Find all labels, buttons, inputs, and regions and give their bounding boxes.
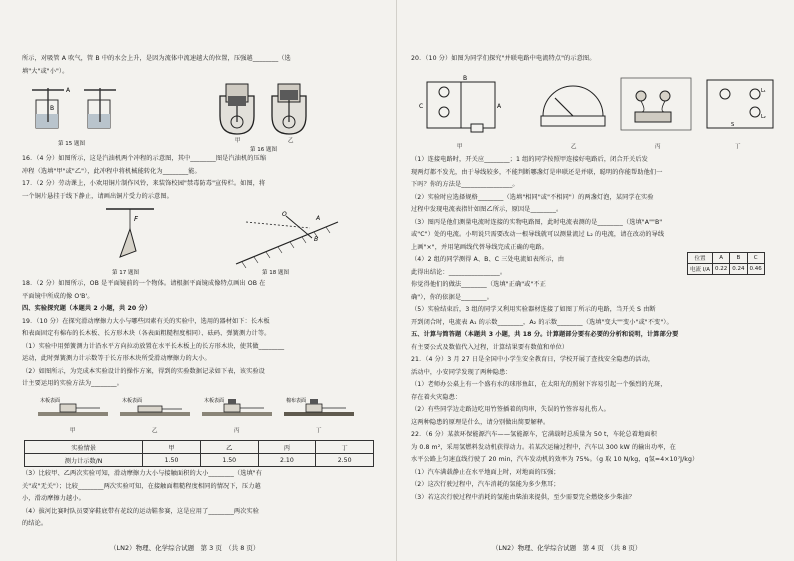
circuit-bing (621, 78, 691, 130)
circuit-label-bing: 丙 (655, 144, 661, 150)
figure-20-circuits (419, 72, 779, 140)
label-l1: L₁ (761, 88, 766, 94)
label-a: A (66, 87, 71, 94)
question-16-17-text: 16．（4 分）如图所示，这是汽油机两个冲程的示意图，其中________图是汽油机的压缩 冲程（选填"甲"或"乙"），此冲程中将机械能转化为________能。 17．（2 分）劳动课上，小欢用铜片制作风铃，来装饰校园"禁毒防毒"宣传栏。如图，将 一个铜片悬挂于线下静止，请画出铜片受力的示意图。 (22, 155, 267, 200)
page-3-footer: （LN2）物理、化学综合试题 第 3 页 （共 8 页） (110, 544, 260, 552)
surface-label-ding: 棉布表面 (286, 398, 307, 404)
label-a: A (497, 103, 502, 110)
label-l2: L₂ (761, 114, 766, 120)
label-o: O (282, 211, 287, 218)
label-c: C (419, 103, 424, 110)
panel-jia (38, 397, 108, 416)
figure-18-mirror (232, 208, 342, 268)
label-b: B (50, 105, 55, 112)
question-19-tail-text: （3）比较甲、乙两次实验可知，滑动摩擦力大小与接触面积的大小________（选填"有 关"或"无关"）；比较________两次实验可知，在接触面粗糙程度相同的情况下，压力越 小，滑动摩擦力越小。 （4）拔河比赛时队员要穿鞋底带有花纹的运动鞋参赛，这是应用了________两次实验 的结论。 (22, 470, 263, 527)
figure-15-straws (30, 82, 120, 134)
question-18-19-text: 18．（2 分）如图所示，OB 是平面镜前的一个物体。请根据平面镜成像特点画出 OB 在 平面镜中所成的像 O'B'。 四、实验探究题（本题共 2 小题，共 20 分） 19．（10 分）在探究滑动摩擦力大小与哪些因素有关的实验中，选用的器材如下：长木板 和表面固定有棉布的长木板、长方形木块（各表面粗糙程度相同）、砝码、弹簧测力计等。 （1）实验中用弹簧测力计沿水平方向拉动放置在水平长木板上的长方形木块，使其做________ 运动，此时弹簧测力计示数等于长方形木块所受滑动摩擦力的大小。 （2）如图所示，为完成本实验设计的操作方案，得到的实验数据记录如下表，该实验设 计主要运用的实验方法为________。 (22, 280, 285, 387)
current-data-table (687, 252, 765, 275)
circuit-ding (707, 80, 773, 128)
page-4-footer: （LN2）物理、化学综合试题 第 4 页 （共 8 页） (492, 544, 642, 552)
table-row: 测力计示数/N 1.50 1.50 2.10 2.50 (25, 454, 374, 467)
question-20-intro: 20．（10 分）如图为同学们探究"并联电路中电流特点"的示意图。 (411, 55, 596, 62)
circuit-label-yi: 乙 (571, 144, 577, 150)
circuit-jia (419, 75, 502, 132)
figure-18-caption: 第 18 题图 (262, 270, 289, 276)
figure-17-caption: 第 17 题图 (112, 270, 139, 276)
panel-label-jia: 甲 (70, 428, 76, 434)
figure-15-caption: 第 15 题图 (58, 141, 85, 147)
label-b: B (463, 75, 468, 82)
panel-yi (120, 397, 190, 416)
circuit-label-jia: 甲 (457, 144, 463, 150)
friction-data-table (24, 440, 374, 467)
figure-16-caption: 第 16 题图 (250, 147, 277, 153)
page-4 (397, 0, 794, 561)
label-f: F (134, 215, 139, 223)
figure-17-copper-sheet (100, 205, 160, 265)
question-15-text: 所示，对吸管 A 吹气，管 B 中的水会上升，是因为流体中流速越大的位置，压强越________（选 填"大"或"小"）。 (22, 55, 291, 75)
table-header-row: 位置 A B C (688, 253, 765, 264)
panel-label-bing: 丙 (234, 428, 240, 434)
label-a-point: A (316, 215, 321, 222)
panel-label-yi: 乙 (152, 428, 158, 434)
panel-bing (202, 397, 272, 416)
figure-16-engine (214, 76, 314, 142)
circuit-label-ding: 丁 (735, 144, 741, 150)
panel-label-ding: 丁 (316, 428, 322, 434)
panel-ding (284, 397, 354, 416)
label-s: S (731, 122, 735, 128)
surface-label-yi: 木板表面 (122, 398, 143, 404)
surface-label-jia: 木板表面 (40, 398, 61, 404)
table-row: 电流 I/A 0.22 0.24 0.46 (688, 264, 765, 275)
figure-16-label-yi: 乙 (288, 138, 294, 144)
figure-16-label-jia: 甲 (235, 138, 241, 144)
table-header-row: 实验情景 甲 乙 丙 丁 (25, 441, 374, 454)
question-20-parts: （1）连接电路时，开关应________；1 组的同学按照甲连接好电路后，闭合开关后发 现两灯都不发光，由于导线较多，不能判断哪盏灯是串联还是并联，聪明的你能帮助他们一 下吗？你的方法是________________。 （2）实验时应选择规格________（选填"相同"或"不相同"）的两盏灯泡，某同学在实验 过程中发现电流表指针如图乙所示，原因是________。 （3）图丙是他们测量电流时连接的实物电路图，此时电流表测的是________（选填"A""B" 或"C"）处的电流。小明说只需要改动一根导线就可以测量流过 L₂ 的电流，请在改动的导线 上画"×"，并用笔画线代替导线完成正确的电路。 （4）2 组的同学测得 A、B、C 三处电流如表所示，由 此得出结论：________________。 你觉得他们的做法________（选填"正确"或"不正 确"），你的依据是________。 （5）实验结束后，3 组的同学又利用实验器材连接了如图丁所示的电路，当开关 S 由断 开到闭合时，电流表 A₁ 的示数________，A₂ 的示数________（选填"变大""变小"或"不变"）。 五、计算与简答题（本题共 3 小题，共 18 分。计算题部分要有必要的分析和说明，计算部分要 有主要公式及数值代入过程，计算结果要有数值和单位） 21．（4 分）3 月 27 日是全国中小学生安全教育日，学校开展了查找安全隐患的活动， 活动中，小安同学发现了两种隐患： （1）老师办公桌上有一个盛有水的球形鱼缸，在太阳光的照射下容易引起一个强烈的光斑， 存在着火灾隐患： （2）有些同学边走路边吃用竹签插着的肉串，失误的竹签容易扎伤人。 这两种隐患的原理是什么，请分别做出简要解释。 22．（6 分）某款环保能源汽车——氢能源车，它满载时总质量为 50 t，车轮总着地面积 为 0.8 m²，采用氢燃料发动机获得动力。若某次运输过程中，汽车以 300 kW 的输出功率，在 水平公路上匀速直线行驶了 20 min，汽车发动机的效率为 75%。（g 取 10 N/kg，q氢=4×10⁷J/kg） （1）汽车满载静止在水平地面上时，对地面的压强； （2）这次行驶过程中，汽车消耗的氢能为多少焦耳； （3）若这次行驶过程中消耗的氢能由柴油来提供，至少需要完全燃烧多少柴油？ (411, 156, 699, 501)
surface-label-bing: 木板表面 (204, 398, 225, 404)
label-b-point: B (314, 236, 319, 243)
circuit-yi-ammeter (541, 86, 605, 126)
figure-19-experiments (38, 394, 358, 426)
